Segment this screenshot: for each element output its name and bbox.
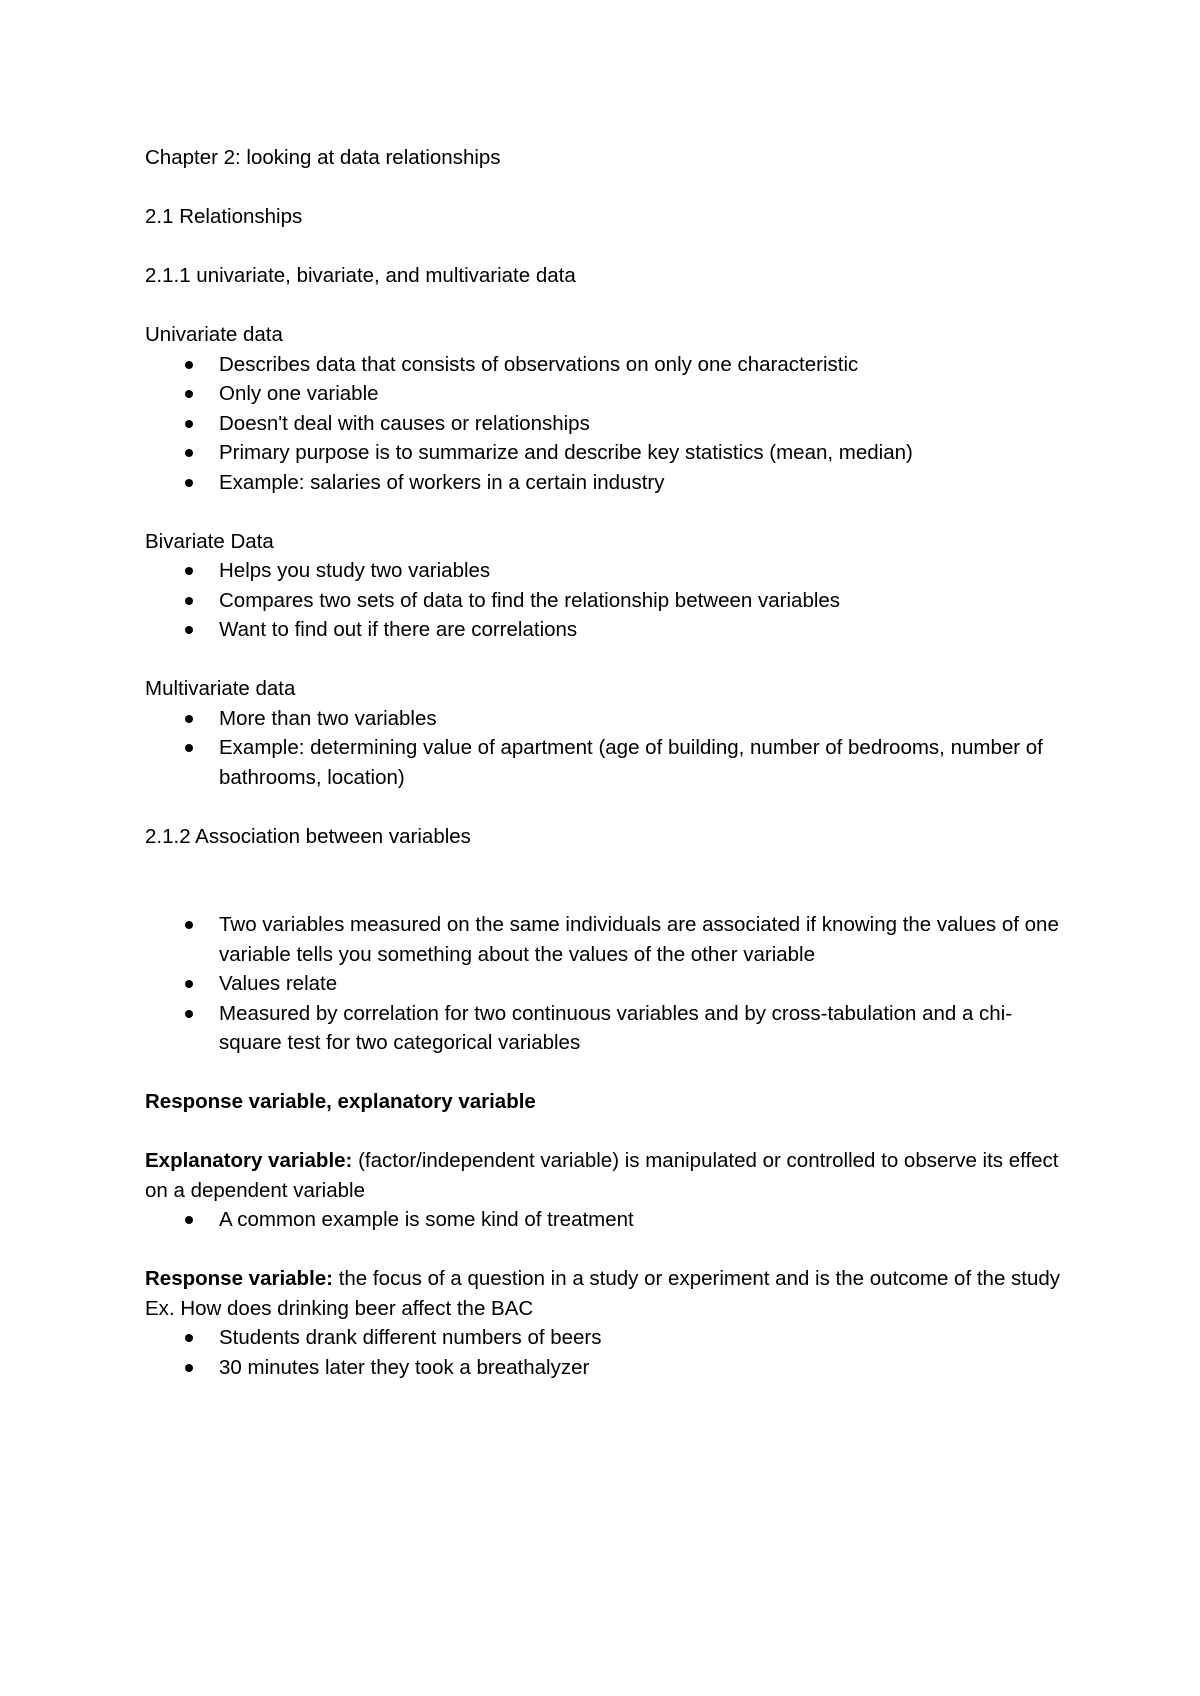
list-item: Students drank different numbers of beers: [145, 1323, 1065, 1353]
list-item: Values relate: [145, 969, 1065, 999]
chapter-title: Chapter 2: looking at data relationships: [145, 146, 501, 169]
section-2-1-1-heading: 2.1.1 univariate, bivariate, and multivariate data: [145, 264, 576, 287]
list-item: Example: salaries of workers in a certain industry: [145, 468, 1065, 498]
bivariate-list: [145, 556, 1065, 645]
list-item: 30 minutes later they took a breathalyzer: [145, 1353, 1065, 1383]
list-item: Doesn't deal with causes or relationships: [145, 409, 1065, 439]
list-item: A common example is some kind of treatment: [145, 1205, 1065, 1235]
response-term: Response variable:: [145, 1267, 333, 1290]
bivariate-heading: Bivariate Data: [145, 529, 274, 553]
univariate-list: [145, 350, 1065, 498]
association-list: [145, 910, 1065, 1058]
univariate-heading: Univariate data: [145, 323, 283, 346]
explanatory-text: (factor/independent variable) is manipulated or controlled to observe its effect on a dependent variable: [145, 1149, 1059, 1202]
response-definition: [145, 1264, 1065, 1294]
section-2-1-heading: 2.1 Relationships: [145, 205, 303, 228]
list-item: Compares two sets of data to find the relationship between variables: [145, 586, 1065, 616]
response-text: the focus of a question in a study or experiment and is the outcome of the study: [333, 1267, 1061, 1290]
list-item: Primary purpose is to summarize and describe key statistics (mean, median): [145, 438, 1065, 468]
list-item: More than two variables: [145, 704, 1065, 734]
list-item: Measured by correlation for two continuous variables and by cross-tabulation and a chi-square test for two categorical variables: [145, 999, 1065, 1058]
multivariate-heading: Multivariate data: [145, 677, 296, 700]
multivariate-list: [145, 704, 1065, 793]
explanatory-definition: [145, 1146, 1065, 1205]
list-item: Only one variable: [145, 379, 1065, 409]
response-list: [145, 1323, 1065, 1382]
section-2-1-2-heading: 2.1.2 Association between variables: [145, 824, 471, 848]
explanatory-list: [145, 1205, 1065, 1235]
response-example: Ex. How does drinking beer affect the BAC: [145, 1296, 534, 1320]
list-item: Describes data that consists of observations on only one characteristic: [145, 350, 1065, 380]
list-item: Want to find out if there are correlations: [145, 615, 1065, 645]
list-item: Example: determining value of apartment (age of building, number of bedrooms, number of bathrooms, location): [145, 733, 1065, 792]
response-explanatory-heading: Response variable, explanatory variable: [145, 1090, 536, 1113]
list-item: Two variables measured on the same individuals are associated if knowing the values of one variable tells you something about the values of the other variable: [145, 910, 1065, 969]
document-page: [145, 143, 1065, 1382]
explanatory-term: Explanatory variable:: [145, 1149, 353, 1172]
list-item: Helps you study two variables: [145, 556, 1065, 586]
